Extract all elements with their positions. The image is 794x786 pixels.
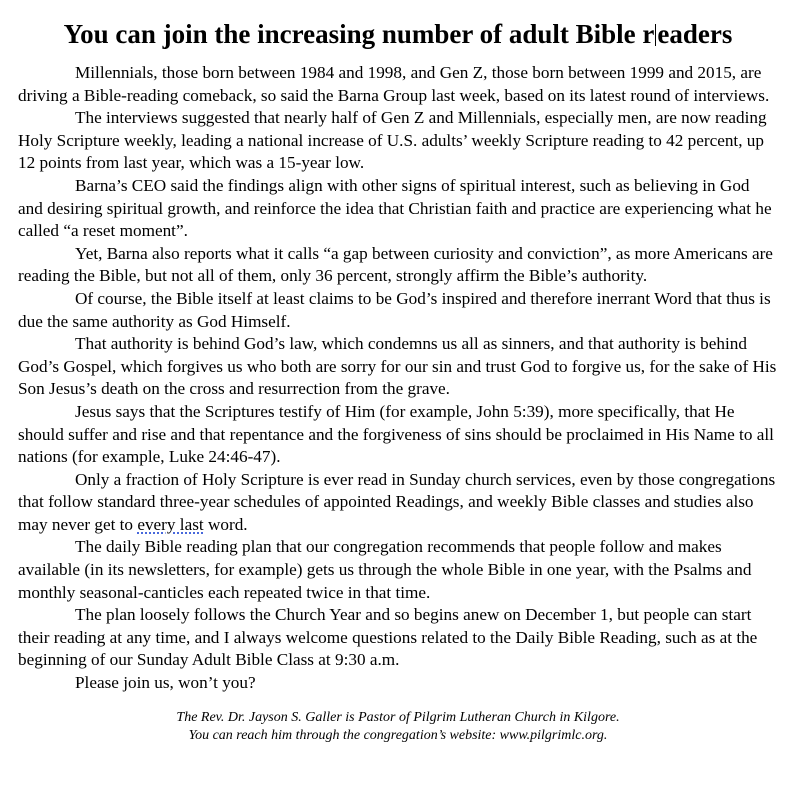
paragraph-7: Jesus says that the Scriptures testify of Him (for example, John 5:39), more specifically, that He should suffer and rise and that repentance and the forgiveness of sins should be proclaimed in His Name to all nations (for example, Luke 24:46-47). [18, 401, 774, 467]
article-body[interactable] [18, 62, 778, 695]
paragraph-8-text: Only a fraction of Holy Scripture is ever read in Sunday church services, even by those congregations that follow standard three-year schedules of appointed Readings, and weekly Bible classes and studies also may never get to [18, 469, 776, 534]
paragraph-11: Please join us, won’t you? [75, 673, 256, 693]
paragraph-4: Yet, Barna also reports what it calls “a gap between curiosity and conviction”, as more Americans are reading the Bible, but not all of them, only 36 percent, strongly affirm the Bible’s authority. [18, 243, 773, 286]
paragraph-3: Barna’s CEO said the findings align with other signs of spiritual interest, such as believing in God and desiring spiritual growth, and reinforce the idea that Christian faith and practice are experiencing what he called “a reset moment”. [18, 175, 772, 241]
article-title[interactable] [18, 14, 778, 54]
paragraph-5: Of course, the Bible itself at least claims to be God’s inspired and therefore inerrant Word that thus is due the same authority as God Himself. [18, 288, 771, 331]
paragraph-8 [18, 469, 778, 537]
byline-line-1: The Rev. Dr. Jayson S. Galler is Pastor of Pilgrim Lutheran Church in Kilgore. [176, 709, 620, 725]
author-byline [18, 709, 778, 745]
paragraph-9: The daily Bible reading plan that our congregation recommends that people follow and makes available (in its newsletters, for example) gets us through the whole Bible in one year, with the Psalms and monthly seasonal-canticles each repeated twice in that time. [18, 537, 752, 602]
paragraph-2: The interviews suggested that nearly half of Gen Z and Millennials, especially men, are now reading Holy Scripture weekly, leading a national increase of U.S. adults’ weekly Scripture reading to 42 percent, up 12 points from last year, which was a 15-year low. [18, 108, 767, 173]
paragraph-10: The plan loosely follows the Church Year and so begins anew on December 1, but people can start their reading at any time, and I always welcome questions related to the Daily Bible Reading, such as at the beginning of our Sunday Adult Bible Class at 9:30 a.m. [18, 605, 758, 670]
paragraph-1: Millennials, those born between 1984 and 1998, and Gen Z, those born between 1999 and 2015, are driving a Bible-reading comeback, so said the Barna Group last week, based on its latest round of interviews. [18, 63, 770, 105]
grammar-flagged-phrase[interactable]: every last [137, 514, 204, 534]
paragraph-6: That authority is behind God’s law, which condemns us all as sinners, and that authority is behind God’s Gospel, which forgives us who both are sorry for our sin and trust God to forgive us, for the sake of His Son Jesus’s death on the cross and resurrection from the grave. [18, 334, 777, 399]
paragraph-8-end: word. [203, 514, 248, 534]
title-text-start: You can join the increasing number of adult Bible r [63, 19, 655, 49]
title-text-end: eaders [657, 19, 733, 49]
document-page [18, 14, 778, 745]
byline-line-2: You can reach him through the congregation’s website: www.pilgrimlc.org. [188, 727, 608, 743]
